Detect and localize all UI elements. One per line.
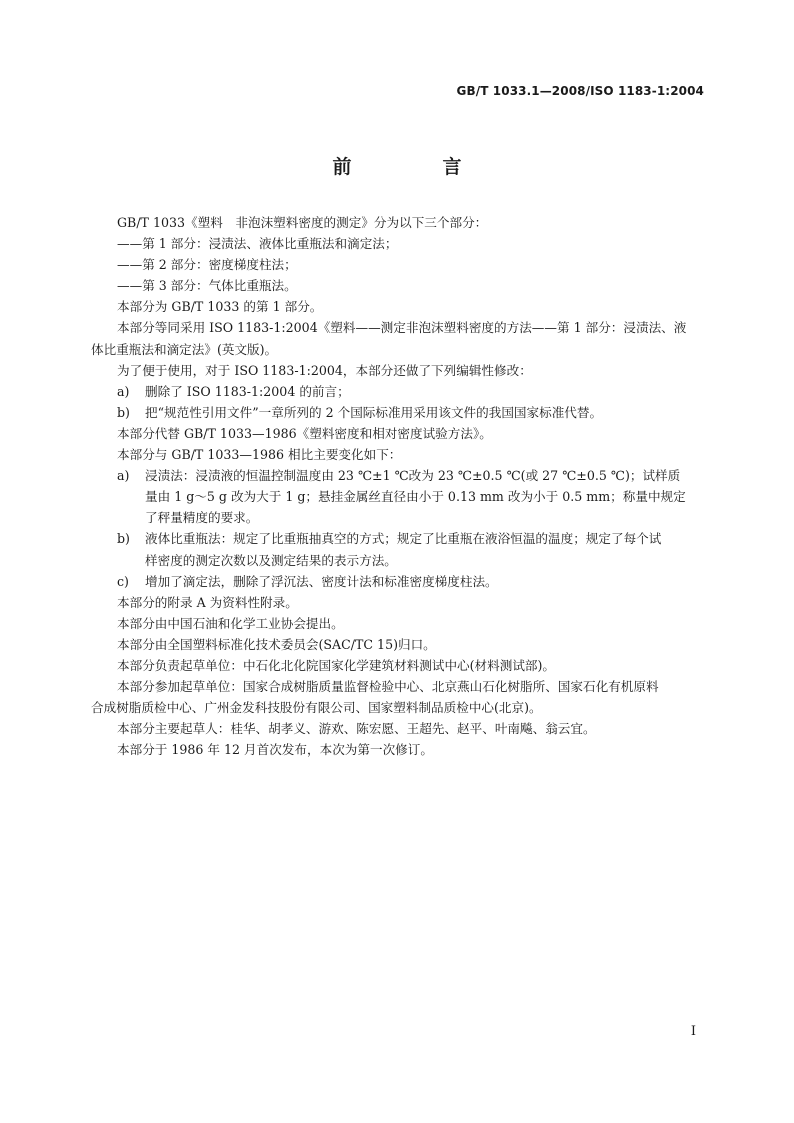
standard-code-header: GB/T 1033.1—2008/ISO 1183-1:2004 <box>456 84 704 98</box>
change-item-a <box>117 465 705 528</box>
list-item-text-line-3: 了秤量精度的要求。 <box>145 510 259 526</box>
foreword-body <box>91 212 705 760</box>
list-marker: a) <box>117 468 130 484</box>
part-1-line: ——第 1 部分：浸渍法、液体比重瓶法和滴定法； <box>117 236 398 252</box>
list-marker: b) <box>117 531 130 547</box>
list-marker: a) <box>117 383 130 399</box>
change-item-b <box>117 528 705 570</box>
participants-line-1: 本部分参加起草单位：国家合成树脂质量监督检验中心、北京燕山石化树脂所、国家石化有机原料 <box>117 679 659 695</box>
page-number: I <box>690 1024 696 1039</box>
this-part-line: 本部分为 GB/T 1033 的第 1 部分。 <box>117 299 323 315</box>
equivalence-line-2: 体比重瓶法和滴定法》(英文版)。 <box>91 341 278 357</box>
list-marker: b) <box>117 404 130 420</box>
equivalence-line-1: 本部分等同采用 ISO 1183-1:2004《塑料——测定非泡沫塑料密度的方法——第 1 部分：浸渍法、液 <box>117 320 687 336</box>
drafters-line: 本部分主要起草人：桂华、胡孝义、游欢、陈宏愿、王超先、赵平、叶南飚、翁云宜。 <box>117 721 596 737</box>
editorial-intro-line: 为了便于使用，对于 ISO 1183-1:2004，本部分还做了下列编辑性修改： <box>117 362 532 378</box>
history-line: 本部分于 1986 年 12 月首次发布，本次为第一次修订。 <box>117 742 433 758</box>
page-title: 前 言 <box>332 156 498 178</box>
part-2-line: ——第 2 部分：密度梯度柱法； <box>117 257 297 273</box>
intro-line: GB/T 1033《塑料 非泡沫塑料密度的测定》分为以下三个部分： <box>117 215 488 230</box>
centralized-line: 本部分由全国塑料标准化技术委员会(SAC/TC 15)归口。 <box>117 636 436 652</box>
list-item-text-line-1: 浸渍法：浸渍液的恒温控制温度由 23 ℃±1 ℃改为 23 ℃±0.5 ℃(或 27 ℃±0.5 ℃)；试样质 <box>145 468 681 484</box>
list-item-text: 把“规范性引用文件”一章所列的 2 个国际标准用采用该文件的我国国家标准代替。 <box>145 404 603 420</box>
annex-line: 本部分的附录 A 为资料性附录。 <box>117 594 298 610</box>
editorial-item-a <box>117 381 705 402</box>
changes-intro-line: 本部分与 GB/T 1033—1986 相比主要变化如下： <box>117 447 402 463</box>
change-item-c <box>117 571 705 592</box>
list-item-text-line-2: 量由 1 g～5 g 改为大于 1 g；悬挂金属丝直径由小于 0.13 mm 改为小于 0.5 mm；称量中规定 <box>145 489 686 505</box>
part-3-line: ——第 3 部分：气体比重瓶法。 <box>117 278 297 294</box>
list-item-text: 删除了 ISO 1183-1:2004 的前言； <box>145 383 350 399</box>
list-item-text: 增加了滴定法，删除了浮沉法、密度计法和标准密度梯度柱法。 <box>145 573 498 589</box>
list-item-text-line-1: 液体比重瓶法：规定了比重瓶抽真空的方式；规定了比重瓶在液浴恒温的温度；规定了每个试 <box>145 531 662 547</box>
list-item-text-line-2: 样密度的测定次数以及测定结果的表示方法。 <box>145 552 397 568</box>
drafting-unit-line: 本部分负责起草单位：中石化北化院国家化学建筑材料测试中心(材料测试部)。 <box>117 657 556 673</box>
list-marker: c) <box>117 573 129 589</box>
replaces-line: 本部分代替 GB/T 1033—1986《塑料密度和相对密度试验方法》。 <box>117 425 492 441</box>
participants-line-2: 合成树脂质检中心、广州金发科技股份有限公司、国家塑料制品质检中心(北京)。 <box>91 700 542 716</box>
editorial-item-b <box>117 402 705 423</box>
proposed-by-line: 本部分由中国石油和化学工业协会提出。 <box>117 615 344 631</box>
